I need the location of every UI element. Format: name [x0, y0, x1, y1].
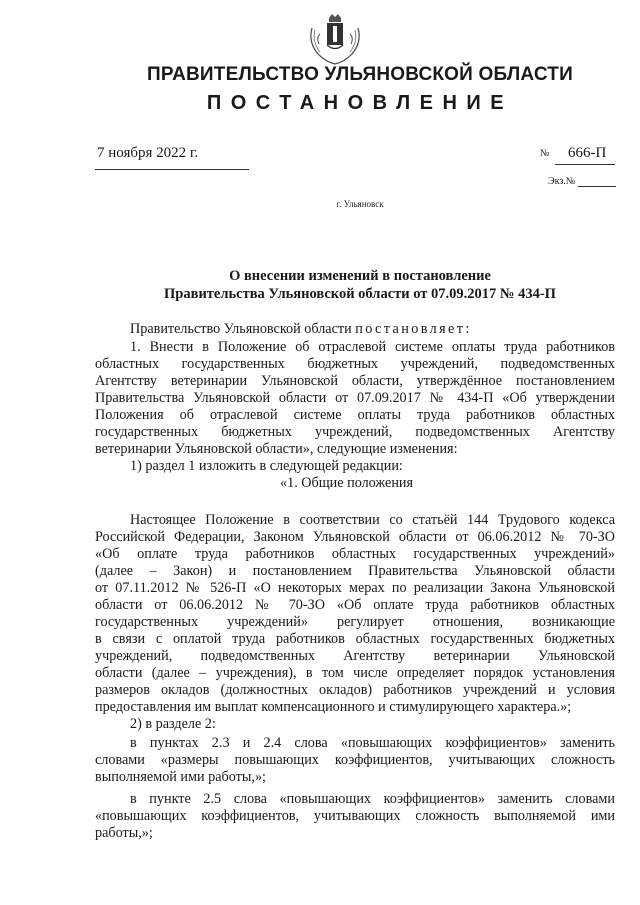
paragraph-line: от 07.11.2012 № 526-П «О некоторых мерах по реализации Закона Ульяновской — [95, 580, 615, 596]
paragraph-line: ветеринарии Ульяновской области», следующие изменения: — [95, 441, 458, 457]
paragraph-line: государственных учреждений» регулирует отношения, возникающие — [95, 614, 615, 630]
date-underline — [95, 169, 249, 170]
document-type: ПОСТАНОВЛЕНИЕ — [206, 92, 514, 114]
paragraph-line: «повышающих коэффициентов, учитывающих сложность выполняемой ими — [95, 808, 615, 824]
document-number: 666-П — [568, 145, 607, 161]
subject-line-1: О внесении изменений в постановление — [229, 268, 491, 284]
number-underline — [555, 164, 615, 165]
paragraph-line: Положения об отраслевой системе оплаты труда работников областных — [95, 407, 615, 423]
city: г. Ульяновск — [336, 199, 384, 209]
paragraph-line: области (далее – учреждения), в том числе определяет порядок установления — [95, 665, 615, 681]
paragraph-line: «Об оплате труда работников областных государственных учреждений» — [95, 546, 615, 562]
paragraph-line: Агентству ветеринарии Ульяновской области, утверждённое постановлением — [95, 373, 615, 389]
paragraph-line: области от 06.06.2012 № 70-ЗО «Об оплате труда работников областных — [95, 597, 615, 613]
intro-line — [130, 321, 615, 338]
paragraph-line: 2) в разделе 2: — [130, 716, 216, 732]
paragraph-line: размеров окладов (должностных окладов) работников учреждений и условия — [95, 682, 615, 698]
paragraph-line: выполняемой ими работы,»; — [95, 769, 266, 785]
paragraph-line: в пунктах 2.3 и 2.4 слова «повышающих коэффициентов» заменить — [130, 735, 615, 751]
paragraph-line: в пункте 2.5 слова «повышающих коэффициентов» заменить словами — [130, 791, 615, 807]
copy-label: Экз.№ — [548, 176, 576, 187]
number-sign: № — [540, 148, 550, 159]
paragraph-line: предоставления им выплат компенсационного и стимулирующего характера.»; — [95, 699, 572, 715]
subject-line-2: Правительства Ульяновской области от 07.09.2017 № 434-П — [164, 286, 556, 302]
paragraph-line: Российской Федерации, Законом Ульяновской области от 06.06.2012 № 70-ЗО — [95, 529, 615, 545]
paragraph-line: 1. Внести в Положение об отраслевой системе оплаты труда работников — [130, 339, 615, 355]
coat-of-arms-emblem — [306, 12, 364, 66]
government-title: ПРАВИТЕЛЬСТВО УЛЬЯНОВСКОЙ ОБЛАСТИ — [147, 64, 573, 85]
copy-underline — [578, 186, 616, 187]
paragraph-line: Правительства Ульяновской области от 07.09.2017 № 434-П «Об утверждении — [95, 390, 615, 406]
intro-spaced-verb: постановляет: — [355, 321, 472, 337]
paragraph-line: государственных бюджетных учреждений, подведомственных Агентству — [95, 424, 615, 440]
paragraph-line: словами «размеры повышающих коэффициентов, учитывающих сложность — [95, 752, 615, 768]
paragraph-line: (далее – Закон) и постановлением Правительства Ульяновской области — [95, 563, 615, 579]
paragraph-line: учреждений, подведомственных Агентству ветеринарии Ульяновской — [95, 648, 615, 664]
paragraph-line: работы,»; — [95, 825, 153, 841]
document-date: 7 ноября 2022 г. — [97, 145, 199, 161]
section-heading: «1. Общие положения — [280, 475, 414, 491]
paragraph-line: областных государственных бюджетных учреждений, подведомственных — [95, 356, 615, 372]
intro-lead: Правительство Ульяновской области — [130, 321, 356, 337]
paragraph-line: 1) раздел 1 изложить в следующей редакции: — [130, 458, 403, 474]
paragraph-line: в связи с оплатой труда работников областных государственных бюджетных — [95, 631, 615, 647]
paragraph-line: Настоящее Положение в соответствии со статьёй 144 Трудового кодекса — [130, 512, 615, 528]
